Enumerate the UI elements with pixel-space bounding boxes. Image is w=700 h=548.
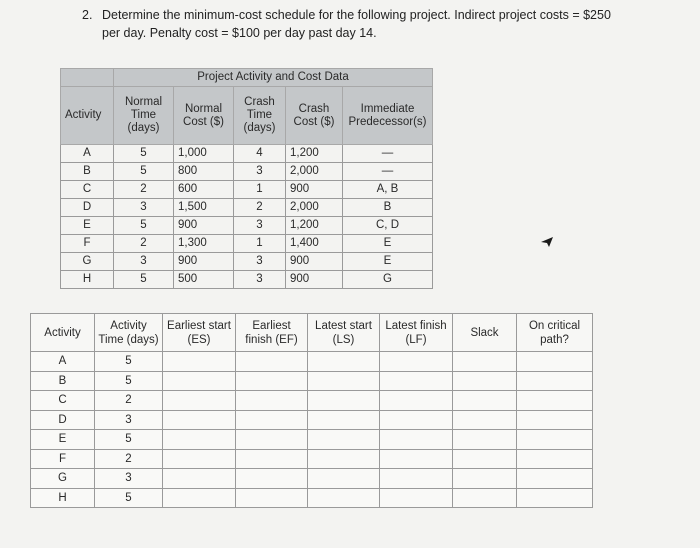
cost-table-caption: Project Activity and Cost Data (114, 69, 433, 87)
cost-crash-time-cell: 1 (234, 181, 286, 199)
schedule-header-es: Earliest start (ES) (163, 314, 236, 352)
schedule-header-critical: On critical path? (517, 314, 593, 352)
schedule-es-cell (163, 469, 236, 489)
schedule-header-lf: Latest finish (LF) (380, 314, 453, 352)
cost-table-row (61, 181, 433, 199)
schedule-ls-cell (308, 391, 380, 411)
schedule-es-cell (163, 371, 236, 391)
schedule-time-cell: 3 (95, 410, 163, 430)
cost-normal-time-cell: 3 (114, 253, 174, 271)
schedule-lf-cell (380, 430, 453, 450)
cost-table-row (61, 271, 433, 289)
cost-header-predecessors: Immediate Predecessor(s) (343, 87, 433, 145)
schedule-table-row (31, 371, 593, 391)
schedule-activity-cell: G (31, 469, 95, 489)
cost-activity-cell: F (61, 235, 114, 253)
schedule-critical-cell (517, 371, 593, 391)
schedule-es-cell (163, 449, 236, 469)
schedule-slack-cell (453, 410, 517, 430)
schedule-critical-cell (517, 352, 593, 372)
cost-crash-cost-cell: 900 (286, 181, 343, 199)
cost-header-normal-cost: Normal Cost ($) (174, 87, 234, 145)
cost-table-row (61, 235, 433, 253)
cost-table-row (61, 163, 433, 181)
cost-table-row (61, 253, 433, 271)
schedule-critical-cell (517, 469, 593, 489)
schedule-header-slack: Slack (453, 314, 517, 352)
schedule-es-cell (163, 352, 236, 372)
schedule-ef-cell (236, 371, 308, 391)
schedule-time-cell: 2 (95, 449, 163, 469)
schedule-es-cell (163, 488, 236, 508)
schedule-slack-cell (453, 352, 517, 372)
schedule-lf-cell (380, 488, 453, 508)
schedule-slack-cell (453, 371, 517, 391)
cost-normal-time-cell: 5 (114, 217, 174, 235)
cost-activity-cell: A (61, 145, 114, 163)
cost-crash-time-cell: 3 (234, 253, 286, 271)
schedule-activity-cell: H (31, 488, 95, 508)
schedule-activity-cell: A (31, 352, 95, 372)
schedule-activity-cell: E (31, 430, 95, 450)
schedule-ls-cell (308, 430, 380, 450)
schedule-slack-cell (453, 488, 517, 508)
cost-predecessor-cell: C, D (343, 217, 433, 235)
schedule-table-row (31, 352, 593, 372)
schedule-es-cell (163, 430, 236, 450)
cost-crash-time-cell: 3 (234, 217, 286, 235)
schedule-header-time: Activity Time (days) (95, 314, 163, 352)
schedule-lf-cell (380, 449, 453, 469)
cost-normal-time-cell: 2 (114, 181, 174, 199)
cost-normal-cost-cell: 500 (174, 271, 234, 289)
cost-activity-cell: B (61, 163, 114, 181)
schedule-ef-cell (236, 430, 308, 450)
cost-activity-cell: G (61, 253, 114, 271)
cost-crash-time-cell: 4 (234, 145, 286, 163)
schedule-table-row (31, 449, 593, 469)
cost-predecessor-cell: — (343, 145, 433, 163)
cost-table-row (61, 145, 433, 163)
problem-statement (82, 6, 682, 42)
cost-crash-cost-cell: 900 (286, 271, 343, 289)
cost-crash-cost-cell: 2,000 (286, 163, 343, 181)
schedule-es-cell (163, 410, 236, 430)
schedule-table (30, 313, 593, 508)
cost-table-row (61, 199, 433, 217)
schedule-es-cell (163, 391, 236, 411)
schedule-time-cell: 2 (95, 391, 163, 411)
cost-normal-cost-cell: 1,300 (174, 235, 234, 253)
schedule-lf-cell (380, 371, 453, 391)
schedule-slack-cell (453, 430, 517, 450)
schedule-lf-cell (380, 469, 453, 489)
cost-predecessor-cell: B (343, 199, 433, 217)
cost-crash-cost-cell: 2,000 (286, 199, 343, 217)
schedule-ls-cell (308, 449, 380, 469)
cost-normal-time-cell: 5 (114, 163, 174, 181)
cost-crash-cost-cell: 1,200 (286, 145, 343, 163)
cost-normal-time-cell: 5 (114, 145, 174, 163)
cost-crash-time-cell: 1 (234, 235, 286, 253)
schedule-activity-cell: B (31, 371, 95, 391)
cost-normal-time-cell: 2 (114, 235, 174, 253)
cost-table-row (61, 217, 433, 235)
cost-predecessor-cell: A, B (343, 181, 433, 199)
cost-predecessor-cell: G (343, 271, 433, 289)
schedule-slack-cell (453, 469, 517, 489)
cost-header-normal-time: Normal Time (days) (114, 87, 174, 145)
schedule-critical-cell (517, 430, 593, 450)
cost-normal-time-cell: 3 (114, 199, 174, 217)
schedule-activity-cell: D (31, 410, 95, 430)
cost-crash-cost-cell: 1,200 (286, 217, 343, 235)
schedule-table-row (31, 430, 593, 450)
schedule-ef-cell (236, 352, 308, 372)
schedule-header-activity: Activity (31, 314, 95, 352)
schedule-table-row (31, 488, 593, 508)
schedule-critical-cell (517, 488, 593, 508)
schedule-time-cell: 5 (95, 488, 163, 508)
problem-line-2: per day. Penalty cost = $100 per day past day 14. (102, 26, 377, 40)
cost-header-crash-time: Crash Time (days) (234, 87, 286, 145)
schedule-table-row (31, 469, 593, 489)
schedule-lf-cell (380, 352, 453, 372)
schedule-lf-cell (380, 391, 453, 411)
cost-normal-cost-cell: 1,000 (174, 145, 234, 163)
schedule-table-row (31, 391, 593, 411)
schedule-time-cell: 5 (95, 430, 163, 450)
schedule-ef-cell (236, 391, 308, 411)
schedule-time-cell: 5 (95, 371, 163, 391)
cost-normal-cost-cell: 800 (174, 163, 234, 181)
problem-line-1: Determine the minimum-cost schedule for the following project. Indirect project costs = $250 (102, 8, 611, 22)
cost-predecessor-cell: E (343, 235, 433, 253)
cost-crash-cost-cell: 900 (286, 253, 343, 271)
schedule-ef-cell (236, 488, 308, 508)
schedule-critical-cell (517, 449, 593, 469)
schedule-activity-cell: F (31, 449, 95, 469)
problem-number: 2. (82, 8, 93, 22)
cost-crash-cost-cell: 1,400 (286, 235, 343, 253)
cost-normal-cost-cell: 1,500 (174, 199, 234, 217)
cost-activity-cell: E (61, 217, 114, 235)
schedule-table-row (31, 410, 593, 430)
cost-table-caption-spacer (61, 69, 114, 87)
schedule-lf-cell (380, 410, 453, 430)
cost-normal-cost-cell: 600 (174, 181, 234, 199)
schedule-critical-cell (517, 391, 593, 411)
cost-activity-cell: H (61, 271, 114, 289)
schedule-header-ls: Latest start (LS) (308, 314, 380, 352)
schedule-time-cell: 3 (95, 469, 163, 489)
schedule-ef-cell (236, 410, 308, 430)
cost-normal-time-cell: 5 (114, 271, 174, 289)
cost-normal-cost-cell: 900 (174, 217, 234, 235)
schedule-ef-cell (236, 469, 308, 489)
cost-crash-time-cell: 3 (234, 163, 286, 181)
schedule-slack-cell (453, 391, 517, 411)
schedule-ef-cell (236, 449, 308, 469)
schedule-ls-cell (308, 469, 380, 489)
cost-header-activity: Activity (61, 87, 114, 145)
cost-header-crash-cost: Crash Cost ($) (286, 87, 343, 145)
schedule-ls-cell (308, 410, 380, 430)
schedule-slack-cell (453, 449, 517, 469)
cost-normal-cost-cell: 900 (174, 253, 234, 271)
schedule-ls-cell (308, 371, 380, 391)
schedule-ls-cell (308, 488, 380, 508)
mouse-pointer-icon (540, 236, 554, 248)
schedule-activity-cell: C (31, 391, 95, 411)
cost-crash-time-cell: 2 (234, 199, 286, 217)
schedule-ls-cell (308, 352, 380, 372)
schedule-header-ef: Earliest finish (EF) (236, 314, 308, 352)
cost-data-table (60, 68, 433, 289)
cost-activity-cell: D (61, 199, 114, 217)
cost-predecessor-cell: — (343, 163, 433, 181)
cost-predecessor-cell: E (343, 253, 433, 271)
schedule-time-cell: 5 (95, 352, 163, 372)
cost-activity-cell: C (61, 181, 114, 199)
schedule-critical-cell (517, 410, 593, 430)
cost-crash-time-cell: 3 (234, 271, 286, 289)
